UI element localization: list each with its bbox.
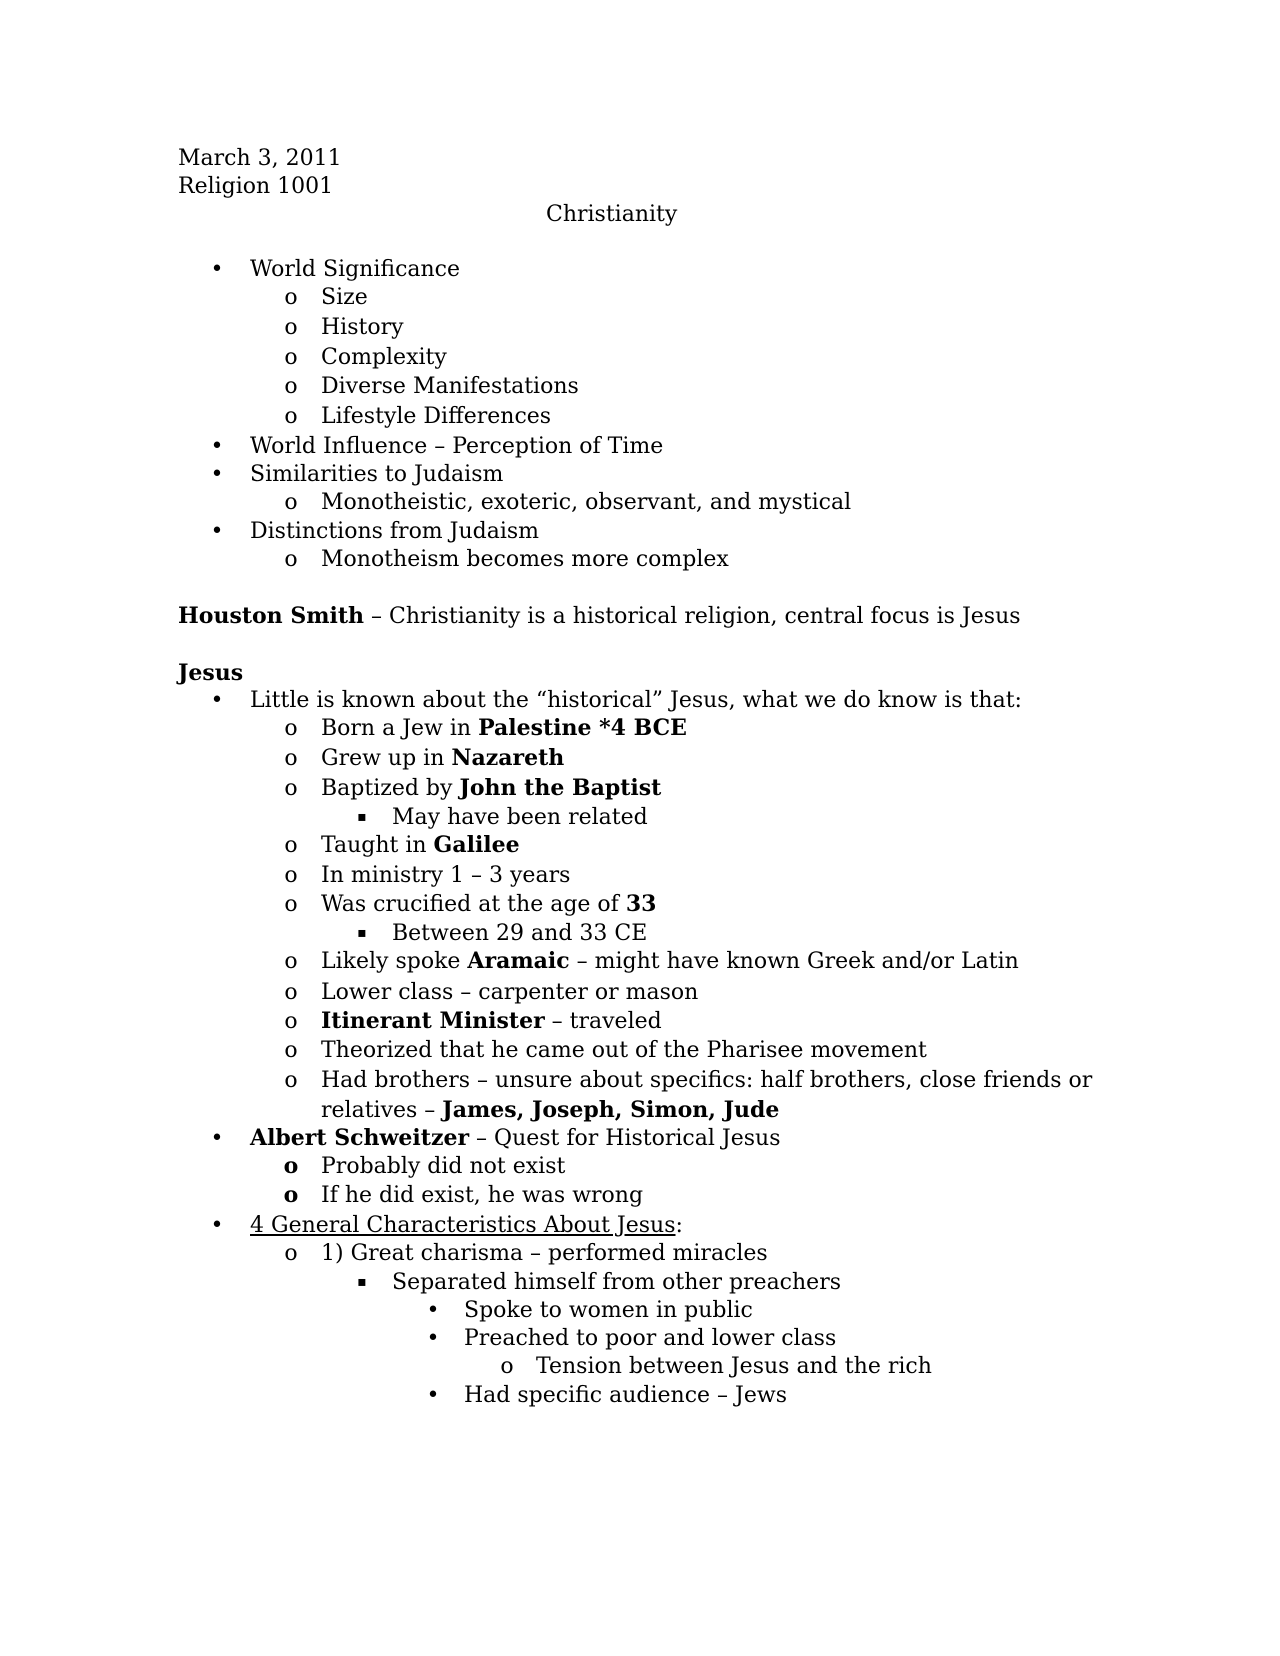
item-text: Taught in bbox=[321, 833, 434, 858]
bullet-marker: • bbox=[210, 688, 224, 713]
bullet-marker: o bbox=[500, 1354, 514, 1379]
characteristics bbox=[250, 1211, 683, 1240]
item-text: – might have known Greek and/or Latin bbox=[569, 949, 1019, 974]
item-bold: Albert Schweitzer bbox=[250, 1125, 470, 1151]
list-item bbox=[321, 714, 687, 743]
list-item: In ministry 1 – 3 years bbox=[321, 863, 571, 888]
item-text: – Quest for Historical Jesus bbox=[469, 1126, 781, 1151]
bullet-marker: • bbox=[210, 1213, 224, 1238]
bullet-marker: o bbox=[284, 547, 298, 572]
list-item: Lower class – carpenter or mason bbox=[321, 980, 699, 1005]
list-item: Probably did not exist bbox=[321, 1154, 566, 1179]
list-item: Tension between Jesus and the rich bbox=[536, 1354, 932, 1379]
bullet-marker: o bbox=[284, 949, 298, 974]
schweitzer bbox=[250, 1124, 780, 1153]
bullet-marker: • bbox=[210, 462, 224, 487]
list-item: Had specific audience – Jews bbox=[464, 1383, 787, 1408]
list-item: History bbox=[321, 315, 404, 340]
item-bold: John the Baptist bbox=[459, 775, 662, 801]
list-item: Monotheism becomes more complex bbox=[321, 547, 729, 572]
bullet-marker: o bbox=[284, 345, 298, 370]
world-influence: World Influence – Perception of Time bbox=[250, 434, 664, 459]
list-item: May have been related bbox=[392, 805, 648, 830]
bullet-marker: • bbox=[210, 519, 224, 544]
item-text: Grew up in bbox=[321, 746, 452, 771]
bullet-marker: • bbox=[426, 1326, 440, 1351]
bullet-marker: o bbox=[284, 980, 298, 1005]
bullet-marker: • bbox=[426, 1298, 440, 1323]
bullet-marker: • bbox=[210, 257, 224, 282]
bullet-marker: ▪ bbox=[357, 1274, 367, 1290]
item-bold: Aramaic bbox=[467, 948, 570, 974]
list-item-continuation bbox=[321, 1096, 779, 1125]
item-text: – traveled bbox=[544, 1009, 662, 1034]
list-item: Lifestyle Differences bbox=[321, 404, 552, 429]
page-title: Christianity bbox=[546, 202, 678, 227]
list-item: Had brothers – unsure about specifics: half brothers, close friends or bbox=[321, 1068, 1093, 1093]
item-bold: 33 bbox=[625, 891, 657, 917]
bullet-marker: • bbox=[210, 434, 224, 459]
bullet-marker: o bbox=[284, 716, 298, 741]
bullet-marker: ▪ bbox=[357, 809, 367, 825]
bullet-marker: o bbox=[284, 892, 298, 917]
list-item: Monotheistic, exoteric, observant, and mystical bbox=[321, 490, 852, 515]
list-item: Complexity bbox=[321, 345, 447, 370]
list-item bbox=[321, 774, 661, 803]
similarities: Similarities to Judaism bbox=[250, 462, 504, 487]
bullet-marker: • bbox=[210, 1126, 224, 1151]
item-bold: Nazareth bbox=[451, 745, 565, 771]
item-text: : bbox=[675, 1213, 683, 1238]
smith-text: – Christianity is a historical religion, central focus is Jesus bbox=[364, 604, 1021, 629]
list-item: Diverse Manifestations bbox=[321, 374, 579, 399]
distinctions: Distinctions from Judaism bbox=[250, 519, 540, 544]
bullet-marker: o bbox=[284, 490, 298, 515]
bullet-marker: o bbox=[283, 1153, 299, 1179]
item-bold: Galilee bbox=[433, 832, 520, 858]
list-item bbox=[321, 831, 520, 860]
bullet-marker: ▪ bbox=[357, 925, 367, 941]
item-text: Likely spoke bbox=[321, 949, 468, 974]
world-significance: World Significance bbox=[250, 257, 461, 282]
list-item bbox=[321, 1007, 662, 1036]
characteristics-label: 4 General Characteristics About Jesus bbox=[250, 1213, 676, 1238]
bullet-marker: o bbox=[284, 374, 298, 399]
list-item bbox=[321, 947, 1019, 976]
list-item: Separated himself from other preachers bbox=[392, 1270, 842, 1295]
item-text: Baptized by bbox=[321, 776, 460, 801]
bullet-marker: o bbox=[284, 746, 298, 771]
course: Religion 1001 bbox=[178, 174, 334, 199]
jesus-heading: Jesus bbox=[178, 660, 244, 686]
item-text: relatives – bbox=[321, 1098, 443, 1123]
bullet-marker: o bbox=[284, 776, 298, 801]
item-text: Born a Jew in bbox=[321, 716, 479, 741]
list-item: 1) Great charisma – performed miracles bbox=[321, 1241, 768, 1266]
item-text: Was crucified at the age of bbox=[321, 892, 626, 917]
bullet-marker: • bbox=[426, 1383, 440, 1408]
smith-name: Houston Smith bbox=[178, 603, 365, 629]
list-item: Theorized that he came out of the Pharisee movement bbox=[321, 1038, 927, 1063]
jesus-intro: Little is known about the “historical” Jesus, what we do know is that: bbox=[250, 688, 1022, 713]
bullet-marker: o bbox=[284, 833, 298, 858]
list-item: Between 29 and 33 CE bbox=[392, 921, 648, 946]
list-item bbox=[321, 744, 564, 773]
bullet-marker: o bbox=[284, 1038, 298, 1063]
item-bold: Itinerant Minister bbox=[321, 1008, 545, 1034]
item-bold: Palestine *4 BCE bbox=[478, 715, 687, 741]
list-item: Preached to poor and lower class bbox=[464, 1326, 837, 1351]
date: March 3, 2011 bbox=[178, 146, 342, 171]
bullet-marker: o bbox=[284, 1009, 298, 1034]
list-item: Spoke to women in public bbox=[464, 1298, 753, 1323]
list-item: Size bbox=[321, 285, 368, 310]
bullet-marker: o bbox=[284, 863, 298, 888]
bullet-marker: o bbox=[284, 315, 298, 340]
list-item: If he did exist, he was wrong bbox=[321, 1183, 644, 1208]
bullet-marker: o bbox=[284, 285, 298, 310]
bullet-marker: o bbox=[284, 404, 298, 429]
bullet-marker: o bbox=[283, 1182, 299, 1208]
list-item bbox=[321, 890, 656, 919]
item-bold: James, Joseph, Simon, Jude bbox=[442, 1097, 780, 1123]
bullet-marker: o bbox=[284, 1068, 298, 1093]
bullet-marker: o bbox=[284, 1241, 298, 1266]
smith-note bbox=[178, 602, 1021, 631]
